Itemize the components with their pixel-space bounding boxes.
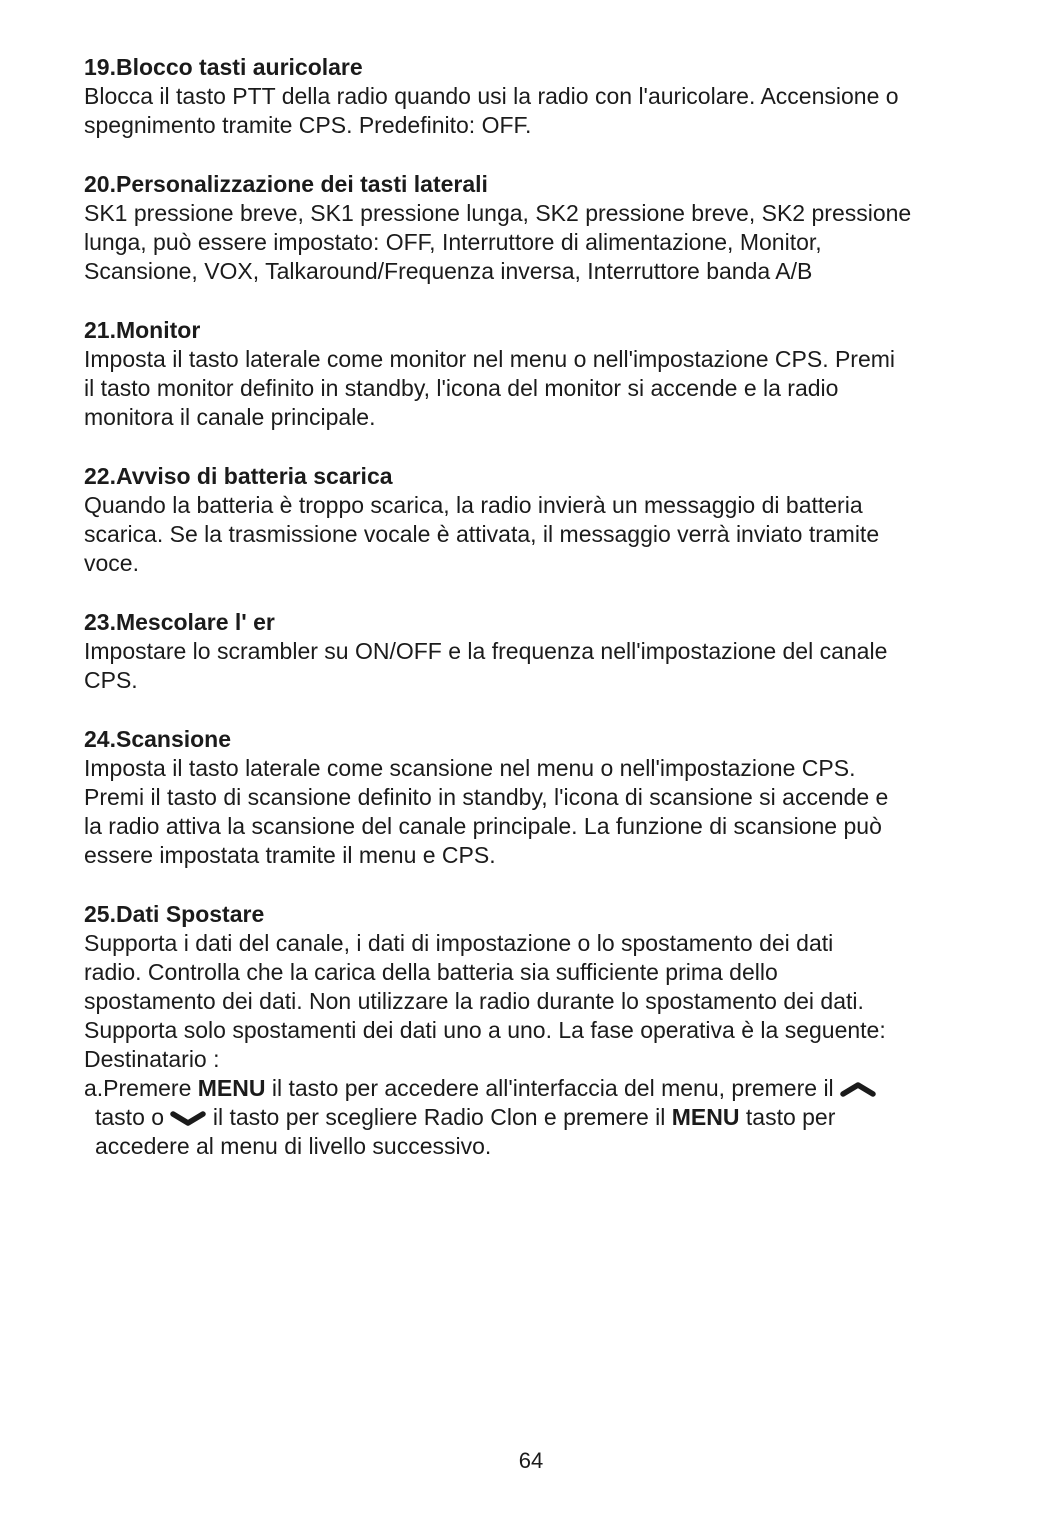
paragraph-line xyxy=(84,1074,990,1103)
paragraph-line: Destinatario : xyxy=(84,1046,220,1072)
text-run: accedere al menu di livello successivo. xyxy=(95,1133,492,1159)
page-number: 64 xyxy=(518,1448,544,1473)
chevron-down-icon xyxy=(170,1111,206,1126)
paragraph-line: Imposta il tasto laterale come monitor nel menu o nell'impostazione CPS. Premi xyxy=(84,346,896,372)
paragraph-line: voce. xyxy=(84,550,139,576)
manual-section xyxy=(84,53,990,140)
paragraph-line xyxy=(84,1103,990,1132)
section-heading: 23.Mescolare l' er xyxy=(84,609,275,635)
paragraph-line: monitora il canale principale. xyxy=(84,404,376,430)
paragraph-line: CPS. xyxy=(84,667,138,693)
chevron-up-icon xyxy=(840,1082,876,1097)
paragraph-line: lunga, può essere impostato: OFF, Interruttore di alimentazione, Monitor, xyxy=(84,229,822,255)
section-heading: 22.Avviso di batteria scarica xyxy=(84,463,393,489)
paragraph-line: scarica. Se la trasmissione vocale è attivata, il messaggio verrà inviato tramite xyxy=(84,521,880,547)
text-run: a.Premere xyxy=(84,1075,198,1101)
paragraph-line: Supporta i dati del canale, i dati di impostazione o lo spostamento dei dati xyxy=(84,930,834,956)
page-content xyxy=(84,53,990,1191)
text-run: il tasto per scegliere Radio Clon e premere il xyxy=(206,1104,672,1130)
manual-section xyxy=(84,725,990,870)
paragraph-line: Imposta il tasto laterale come scansione nel menu o nell'impostazione CPS. xyxy=(84,755,856,781)
section-heading: 20.Personalizzazione dei tasti laterali xyxy=(84,171,488,197)
paragraph-line: Blocca il tasto PTT della radio quando usi la radio con l'auricolare. Accensione o xyxy=(84,83,899,109)
paragraph-line: Scansione, VOX, Talkaround/Frequenza inversa, Interruttore banda A/B xyxy=(84,258,813,284)
paragraph-line: spegnimento tramite CPS. Predefinito: OFF. xyxy=(84,112,532,138)
menu-key-label: MENU xyxy=(197,1075,266,1101)
paragraph-line: essere impostata tramite il menu e CPS. xyxy=(84,842,496,868)
paragraph-line: il tasto monitor definito in standby, l'icona del monitor si accende e la radio xyxy=(84,375,839,401)
paragraph-line xyxy=(84,1132,990,1161)
section-heading: 24.Scansione xyxy=(84,726,232,752)
paragraph-line: la radio attiva la scansione del canale principale. La funzione di scansione può xyxy=(84,813,882,839)
menu-key-label: MENU xyxy=(671,1104,740,1130)
text-run: tasto per xyxy=(739,1104,836,1130)
section-heading: 21.Monitor xyxy=(84,317,201,343)
manual-section xyxy=(84,462,990,578)
manual-section xyxy=(84,170,990,286)
text-run: tasto o xyxy=(95,1104,171,1130)
manual-section xyxy=(84,900,990,1161)
paragraph-line: radio. Controlla che la carica della batteria sia sufficiente prima dello xyxy=(84,959,778,985)
manual-section xyxy=(84,316,990,432)
section-heading: 19.Blocco tasti auricolare xyxy=(84,54,363,80)
paragraph-line: Supporta solo spostamenti dei dati uno a uno. La fase operativa è la seguente: xyxy=(84,1017,886,1043)
text-run: il tasto per accedere all'interfaccia del menu, premere il xyxy=(265,1075,841,1101)
paragraph-line: spostamento dei dati. Non utilizzare la radio durante lo spostamento dei dati. xyxy=(84,988,864,1014)
section-heading: 25.Dati Spostare xyxy=(84,901,265,927)
paragraph-line: Impostare lo scrambler su ON/OFF e la frequenza nell'impostazione del canale xyxy=(84,638,888,664)
manual-section xyxy=(84,608,990,695)
paragraph-line: Premi il tasto di scansione definito in standby, l'icona di scansione si accende e xyxy=(84,784,889,810)
paragraph-line: Quando la batteria è troppo scarica, la radio invierà un messaggio di batteria xyxy=(84,492,863,518)
paragraph-line: SK1 pressione breve, SK1 pressione lunga, SK2 pressione breve, SK2 pressione xyxy=(84,200,912,226)
